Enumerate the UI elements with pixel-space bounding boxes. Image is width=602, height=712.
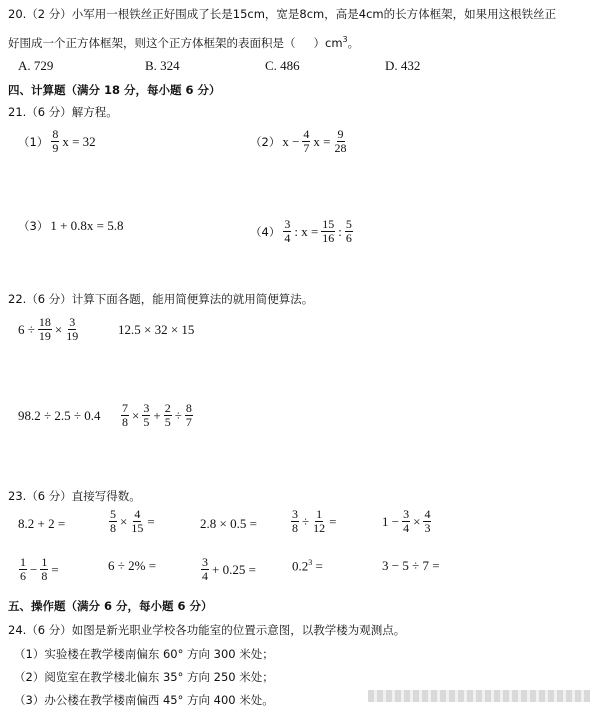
q22-title: 22.（6 分）计算下面各题，能用简便算法的就用简便算法。 [8, 292, 314, 306]
q23-a2-eq: = [147, 513, 155, 529]
q21-part4 [250, 218, 354, 245]
q23-b3 [200, 556, 256, 583]
q22-e1-a: 6 ÷ [18, 321, 35, 337]
q22-e4-op1: × [132, 407, 140, 423]
q23-b5: 3 − 5 ÷ 7 = [382, 558, 440, 573]
q21-p4-n2: 15 [322, 217, 335, 231]
q21-p2-den: 7 [303, 141, 310, 155]
q21-p2-rfrac [334, 128, 348, 155]
q23-a2 [108, 508, 155, 535]
q23-a2-op: × [120, 513, 128, 529]
q22-e1-d1: 19 [38, 329, 51, 343]
q21-p2-rden: 28 [334, 141, 347, 155]
q23-b4-a: 0.2 [292, 558, 309, 574]
q23-a5-d2: 3 [424, 521, 431, 535]
q20-cubic-sup: 3 [342, 35, 348, 45]
q20-line2-c: 。 [347, 36, 360, 50]
q23-a4-frac1 [291, 508, 299, 535]
q22-e4-frac2 [142, 402, 150, 429]
q21-p1-num: 8 [52, 127, 59, 141]
q22-expr2: 12.5 × 32 × 15 [118, 322, 195, 337]
q23-a2-frac2 [130, 508, 144, 535]
q21-p4-d3: 6 [345, 231, 352, 245]
q22-e4-d4: 7 [185, 415, 192, 429]
q23-a5 [382, 508, 432, 535]
q21-p4-label: （4） [250, 224, 281, 239]
q22-e4-frac4 [185, 402, 193, 429]
q23-a4-d1: 8 [292, 521, 298, 535]
q22-e4-op3: ÷ [174, 407, 182, 423]
q23-b4 [292, 558, 323, 574]
q23-a5-n1: 3 [403, 507, 410, 521]
q23-a2-n1: 5 [110, 507, 116, 521]
q22-e1-n1: 18 [38, 315, 51, 329]
q23-b1-n1: 1 [20, 555, 26, 569]
section4-title: 四、计算题（满分 18 分，每小题 6 分） [8, 83, 221, 97]
q21-p4-d1: 4 [284, 231, 291, 245]
q23-b1-frac2 [40, 556, 48, 583]
q22-e1-d2: 19 [66, 329, 79, 343]
q22-expr1 [18, 316, 80, 343]
q24-item-1: （1）实验楼在教学楼南偏东 60° 方向 300 米处； [14, 647, 274, 661]
q20-option-b: B. 324 [145, 58, 180, 73]
q22-e4-d1: 8 [122, 415, 128, 429]
q21-p1-den: 9 [52, 141, 59, 155]
q23-b1-d1: 6 [20, 569, 26, 583]
q22-e4-n3: 2 [164, 401, 171, 415]
q21-title: 21.（6 分）解方程。 [8, 105, 118, 119]
q23-a4 [290, 508, 336, 535]
q23-b1-eq: = [51, 561, 59, 577]
q22-e4-d3: 5 [164, 415, 171, 429]
q23-a2-d2: 15 [131, 521, 144, 535]
q21-p1-label: （1） [18, 134, 49, 149]
q22-e1-frac1 [38, 316, 52, 343]
q21-p4-n1: 3 [284, 217, 291, 231]
q21-p4-frac3 [345, 218, 353, 245]
q21-p4-d2: 16 [322, 231, 335, 245]
q20-option-a: A. 729 [18, 58, 54, 73]
q23-a4-op: ÷ [302, 513, 310, 529]
q21-p1-rest: x = 32 [62, 133, 96, 149]
q23-b3-frac [201, 556, 209, 583]
q22-expr3: 98.2 ÷ 2.5 ÷ 0.4 [18, 408, 101, 423]
q22-expr4 [120, 402, 194, 429]
q21-p4-mid: : x = [294, 223, 319, 239]
q24-item-2: （2）阅览室在教学楼北偏东 35° 方向 250 米处； [14, 670, 274, 684]
q22-e4-frac3 [164, 402, 172, 429]
q23-b3-rest: + 0.25 = [212, 561, 256, 577]
q21-p4-colon: : [338, 223, 342, 239]
section5-title: 五、操作题（满分 6 分，每小题 6 分） [8, 599, 213, 613]
q23-a4-n1: 3 [292, 507, 298, 521]
q23-title: 23.（6 分）直接写得数。 [8, 489, 141, 503]
q23-b1 [18, 556, 59, 583]
q21-p1-frac [51, 128, 59, 155]
q21-p3-expr: 1 + 0.8x = 5.8 [50, 218, 124, 233]
q22-e4-frac1 [121, 402, 129, 429]
q23-b4-eq: = [315, 558, 323, 574]
q22-e4-n4: 8 [185, 401, 192, 415]
q20-option-c: C. 486 [265, 58, 300, 73]
q23-a2-n2: 4 [134, 507, 141, 521]
q22-e1-n2: 3 [69, 315, 76, 329]
q22-e1-op: × [54, 321, 63, 337]
q20-line2 [8, 35, 359, 51]
q23-a5-frac1 [402, 508, 410, 535]
q20-line2-b: ）cm [313, 36, 343, 50]
q21-p2-mid: x = [313, 133, 331, 149]
q23-a1: 8.2 + 2 = [18, 516, 66, 531]
q23-a5-n2: 4 [424, 507, 431, 521]
q23-b3-n1: 3 [202, 555, 208, 569]
q20-option-d: D. 432 [385, 58, 421, 73]
q21-p2-label: （2） [250, 134, 281, 149]
q21-p3-label: （3） [18, 219, 49, 233]
q21-p2-num: 4 [303, 127, 310, 141]
q21-p2-frac [302, 128, 310, 155]
blurred-watermark [368, 690, 590, 702]
q23-a5-a: 1 − [382, 513, 400, 529]
q21-p2-rnum: 9 [337, 127, 344, 141]
q23-b3-d1: 4 [202, 569, 208, 583]
q20-line1: 20.（2 分）小军用一根铁丝正好围成了长是15cm，宽是8cm，高是4cm的长方体框架，如果用这根铁丝正 [8, 7, 557, 21]
q23-b1-n2: 1 [41, 555, 48, 569]
q23-a2-d1: 8 [110, 521, 116, 535]
q23-a4-d2: 12 [313, 521, 326, 535]
q22-e1-frac2 [65, 316, 79, 343]
q23-a5-d1: 4 [403, 521, 410, 535]
q22-e4-n1: 7 [122, 401, 128, 415]
q23-b1-frac1 [19, 556, 27, 583]
q22-e4-d2: 5 [143, 415, 150, 429]
q21-p4-frac2 [321, 218, 335, 245]
q23-b2: 6 ÷ 2% = [108, 558, 157, 573]
q23-a2-frac1 [109, 508, 117, 535]
q21-part2 [250, 128, 349, 155]
q20-line2-a: 好围成一个正方体框架，则这个正方体框架的表面积是（ [8, 36, 296, 50]
q21-p2-x: x − [282, 133, 300, 149]
q23-a5-op: × [413, 513, 421, 529]
q24-title: 24.（6 分）如图是新光职业学校各功能室的位置示意图，以教学楼为观测点。 [8, 623, 406, 637]
q23-a4-eq: = [329, 513, 337, 529]
q23-a4-frac2 [312, 508, 326, 535]
q24-item-3: （3）办公楼在教学楼南偏西 45° 方向 400 米处。 [14, 693, 274, 707]
q23-b4-sup: 3 [308, 558, 313, 567]
q21-p4-frac1 [283, 218, 291, 245]
q23-b1-op: − [30, 561, 38, 577]
q23-a5-frac2 [423, 508, 431, 535]
q23-a3: 2.8 × 0.5 = [200, 516, 257, 531]
q22-e4-op2: + [153, 407, 161, 423]
q23-b1-d2: 8 [41, 569, 48, 583]
q21-p4-n3: 5 [345, 217, 352, 231]
q23-a4-n2: 1 [316, 507, 323, 521]
q22-e4-n2: 3 [143, 401, 150, 415]
q21-part1 [18, 128, 96, 155]
q21-part3 [18, 218, 124, 234]
